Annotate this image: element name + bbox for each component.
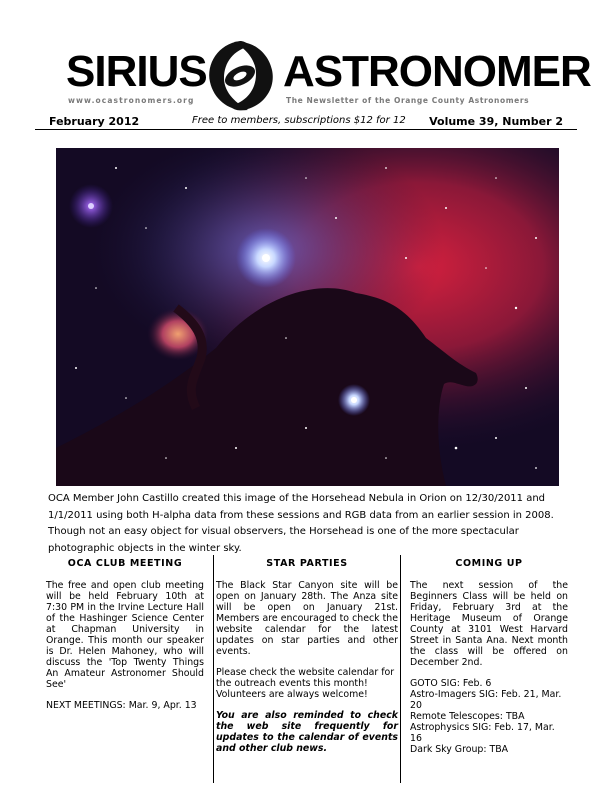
masthead-title-right: ASTRONOMER xyxy=(283,47,591,96)
coming-up-body: The next session of the Beginners Class will be held on Friday, February 3rd at the Heritage Museum of Orange County at 3101 West Harvard Street in Santa Ana. Next month the class will be offered on December 2nd. xyxy=(410,580,568,668)
star-parties-column xyxy=(216,556,398,764)
photo-caption: OCA Member John Castillo created this image of the Horsehead Nebula in Orion on 12/30/2011 and 1/1/2011 using both H-alpha data from these sessions and RGB data from an earlier session in 2008. Though not an easy object for visual observers, the Horsehead is one of the more spectacular photographic objects in the winter sky. xyxy=(48,493,554,554)
star-parties-heading: STAR PARTIES xyxy=(266,558,348,569)
column-divider xyxy=(213,555,214,783)
masthead-logo-icon xyxy=(200,38,280,114)
star-parties-p1: The Black Star Canyon site will be open on January 28th. The Anza site will be open on January 21st. Members are encouraged to check the website calendar for the latest updates on star parties and other events. xyxy=(216,580,398,657)
star-parties-p2: Please check the website calendar for the outreach events this month! Volunteers are always welcome! xyxy=(216,667,395,700)
coming-up-heading: COMING UP xyxy=(455,558,523,569)
sig-item: GOTO SIG: Feb. 6 xyxy=(410,678,492,689)
subscription-note: Free to members, subscriptions $12 for 12 xyxy=(192,115,406,126)
club-meeting-column xyxy=(46,556,204,721)
club-meeting-body: The free and open club meeting will be held February 10th at 7:30 PM in the Irvine Lecture Hall of the Hashinger Science Center at Chapman University in Orange. This month our speaker is Dr. Helen Mahoney, who will discuss the 'Top Twenty Things An Amateur Astronomer Should See' xyxy=(46,580,204,690)
sig-list xyxy=(410,678,568,755)
masthead xyxy=(0,38,612,114)
issue-date: February 2012 xyxy=(49,115,140,128)
horsehead-nebula-photo xyxy=(56,148,559,486)
masthead-tagline: The Newsletter of the Orange County Astronomers xyxy=(286,96,530,105)
sig-item: Dark Sky Group: TBA xyxy=(410,744,509,755)
dateline xyxy=(35,114,577,130)
column-divider xyxy=(400,555,401,783)
next-meetings: NEXT MEETINGS: Mar. 9, Apr. 13 xyxy=(46,700,197,711)
coming-up-column xyxy=(410,556,568,755)
club-meeting-heading: OCA CLUB MEETING xyxy=(67,558,183,569)
sig-item: Astro-Imagers SIG: Feb. 21, Mar. 20 xyxy=(410,689,562,711)
volume-number: Volume 39, Number 2 xyxy=(429,115,563,128)
masthead-title-left: SIRIUS xyxy=(66,47,207,96)
sig-item: Remote Telescopes: TBA xyxy=(410,711,525,722)
star-parties-p3: You are also reminded to check the web site frequently for updates to the calendar of events and other club news. xyxy=(216,710,398,754)
sig-item: Astrophysics SIG: Feb. 17, Mar. 16 xyxy=(410,722,555,744)
masthead-url: www.ocastronomers.org xyxy=(68,96,195,105)
